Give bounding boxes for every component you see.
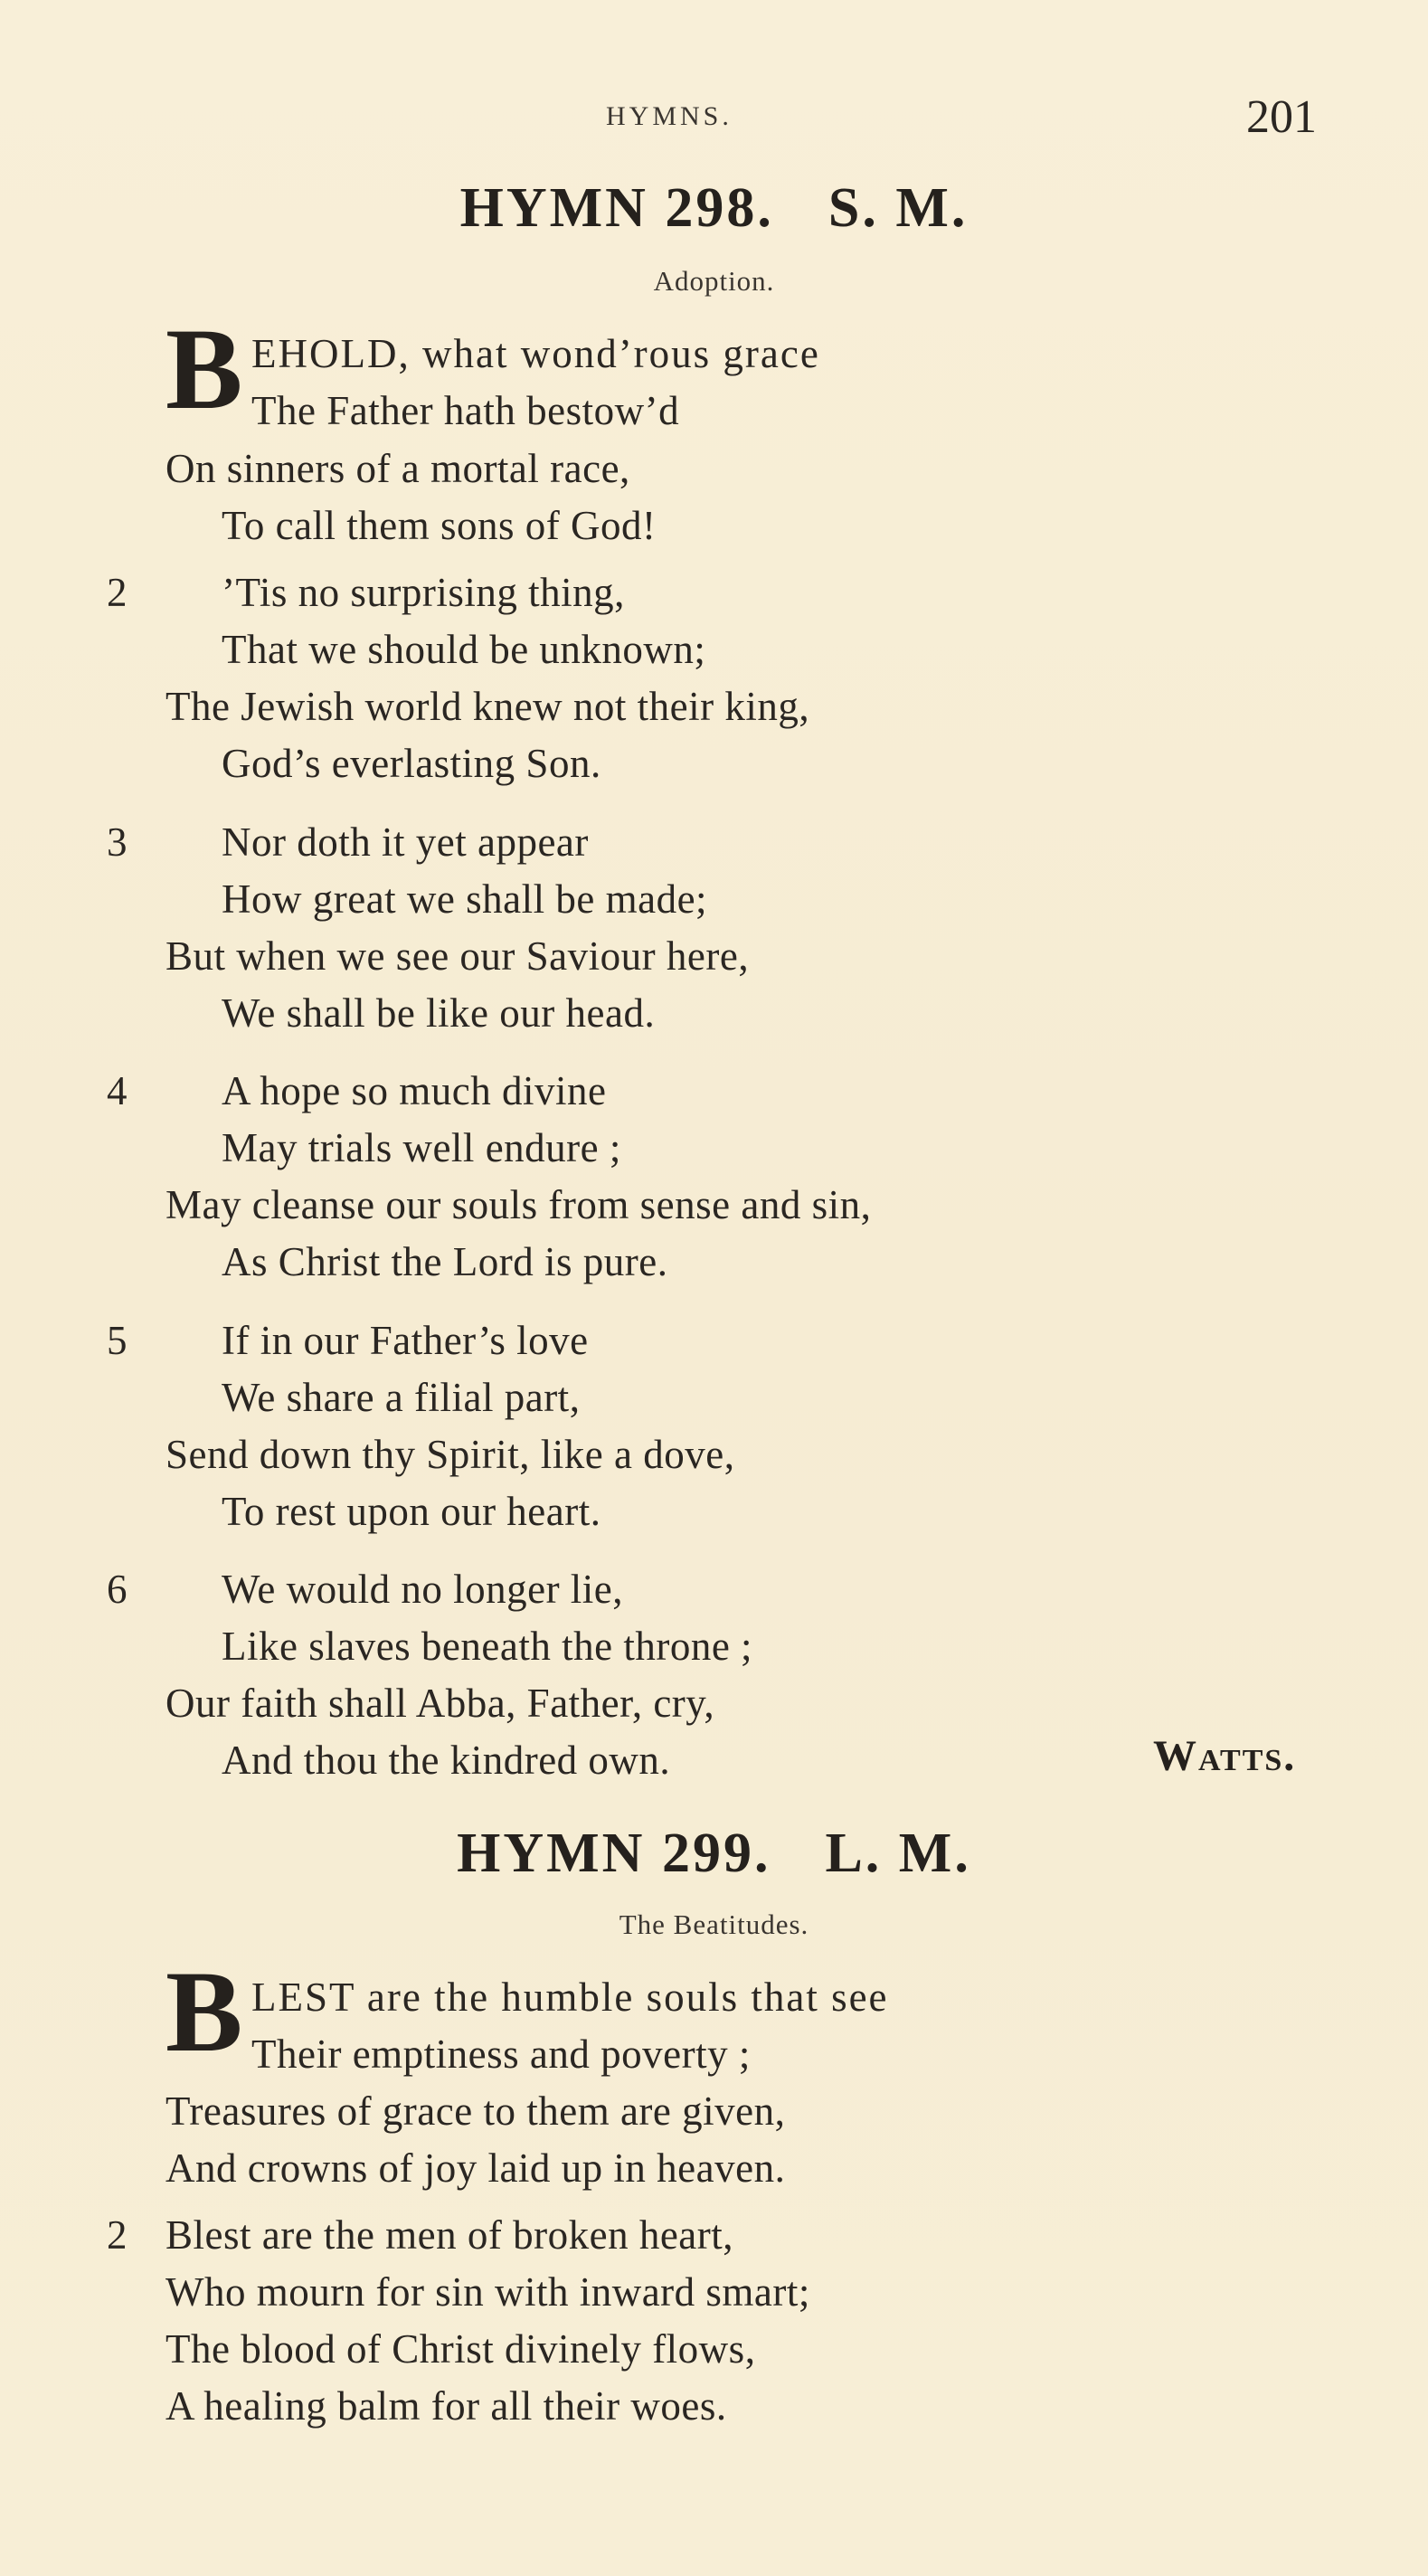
hymn-298-verse-5-line-3: Send down thy Spirit, like a dove, bbox=[165, 1432, 735, 1477]
hymn-298-verse-2-line-1: ’Tis no surprising thing, bbox=[222, 570, 625, 615]
hymn-299-verse-2-line-1: Blest are the men of broken heart, bbox=[165, 2212, 734, 2258]
running-title: HYMNS. bbox=[606, 101, 733, 131]
hymn-298-verse-5-line-4: To rest upon our heart. bbox=[222, 1489, 601, 1534]
hymn-298-line-1: EHOLD, what wond’rous grace bbox=[251, 331, 820, 376]
hymn-299-line-2: Their emptiness and poverty ; bbox=[251, 2031, 751, 2077]
hymn-298-verse-2-line-2: That we should be unknown; bbox=[222, 627, 706, 672]
hymn-298-verse-5-line-1: If in our Father’s love bbox=[222, 1318, 589, 1363]
hymn-298-title bbox=[0, 176, 1428, 241]
hymn-298-line-4: To call them sons of God! bbox=[222, 503, 657, 548]
hymn-298-number: HYMN 298. bbox=[459, 177, 774, 239]
hymn-299-line-1: LEST are the humble souls that see bbox=[251, 1975, 889, 2020]
hymn-298-verse-2-number: 2 bbox=[107, 570, 128, 615]
hymn-298-meter: S. M. bbox=[827, 177, 969, 239]
hymn-298-verse-4-number: 4 bbox=[107, 1068, 128, 1113]
hymn-298-dropcap: B bbox=[165, 305, 243, 433]
hymn-299-verse-2-number: 2 bbox=[107, 2212, 128, 2258]
hymn-299-line-3: Treasures of grace to them are given, bbox=[165, 2088, 786, 2134]
hymn-298-verse-4-line-2: May trials well endure ; bbox=[222, 1125, 621, 1170]
hymn-298-verse-4-line-3: May cleanse our souls from sense and sin, bbox=[165, 1182, 872, 1227]
hymn-298-verse-4-line-4: As Christ the Lord is pure. bbox=[222, 1239, 668, 1284]
hymn-299-meter: L. M. bbox=[825, 1823, 971, 1884]
hymn-298-verse-3-number: 3 bbox=[107, 819, 128, 865]
hymn-298-verse-2-line-3: The Jewish world knew not their king, bbox=[165, 684, 810, 729]
hymn-298-verse-6-line-1: We would no longer lie, bbox=[222, 1567, 624, 1612]
hymn-299-verse-2-line-2: Who mourn for sin with inward smart; bbox=[165, 2269, 810, 2315]
hymn-299-number: HYMN 299. bbox=[457, 1823, 771, 1884]
hymn-298-verse-3-line-3: But when we see our Saviour here, bbox=[165, 933, 750, 979]
hymn-298-verse-3-line-4: We shall be like our head. bbox=[222, 990, 656, 1036]
page-number: 201 bbox=[1246, 91, 1317, 143]
running-head bbox=[0, 91, 1428, 143]
hymn-299-verse-2-line-3: The blood of Christ divinely flows, bbox=[165, 2326, 756, 2372]
hymn-298-verse-6-line-2: Like slaves beneath the throne ; bbox=[222, 1624, 753, 1669]
hymn-298-verse-5-line-2: We share a filial part, bbox=[222, 1375, 581, 1420]
hymn-298-verse-6-line-3: Our faith shall Abba, Father, cry, bbox=[165, 1681, 715, 1726]
hymn-299-verse-2-line-4: A healing balm for all their woes. bbox=[165, 2383, 727, 2429]
hymn-298-verse-3-line-2: How great we shall be made; bbox=[222, 876, 708, 922]
hymn-299-title bbox=[0, 1822, 1428, 1886]
hymn-299-line-4: And crowns of joy laid up in heaven. bbox=[165, 2145, 786, 2191]
hymn-298-verse-6-line-4: And thou the kindred own. bbox=[222, 1738, 671, 1783]
hymn-298-line-3: On sinners of a mortal race, bbox=[165, 446, 630, 491]
hymn-298-verse-5-number: 5 bbox=[107, 1318, 128, 1363]
hymn-298-verse-3-line-1: Nor doth it yet appear bbox=[222, 819, 589, 865]
hymn-298-line-2: The Father hath bestow’d bbox=[251, 388, 680, 433]
hymn-299-dropcap: B bbox=[165, 1947, 243, 2076]
hymn-298-author: Watts. bbox=[1153, 1732, 1297, 1780]
hymn-298-verse-4-line-1: A hope so much divine bbox=[222, 1068, 607, 1113]
hymn-298-verse-6-number: 6 bbox=[107, 1567, 128, 1612]
hymn-298-verse-2-line-4: God’s everlasting Son. bbox=[222, 741, 601, 786]
hymn-299-subtitle: The Beatitudes. bbox=[619, 1908, 809, 1940]
hymn-298-subtitle: Adoption. bbox=[653, 265, 775, 297]
